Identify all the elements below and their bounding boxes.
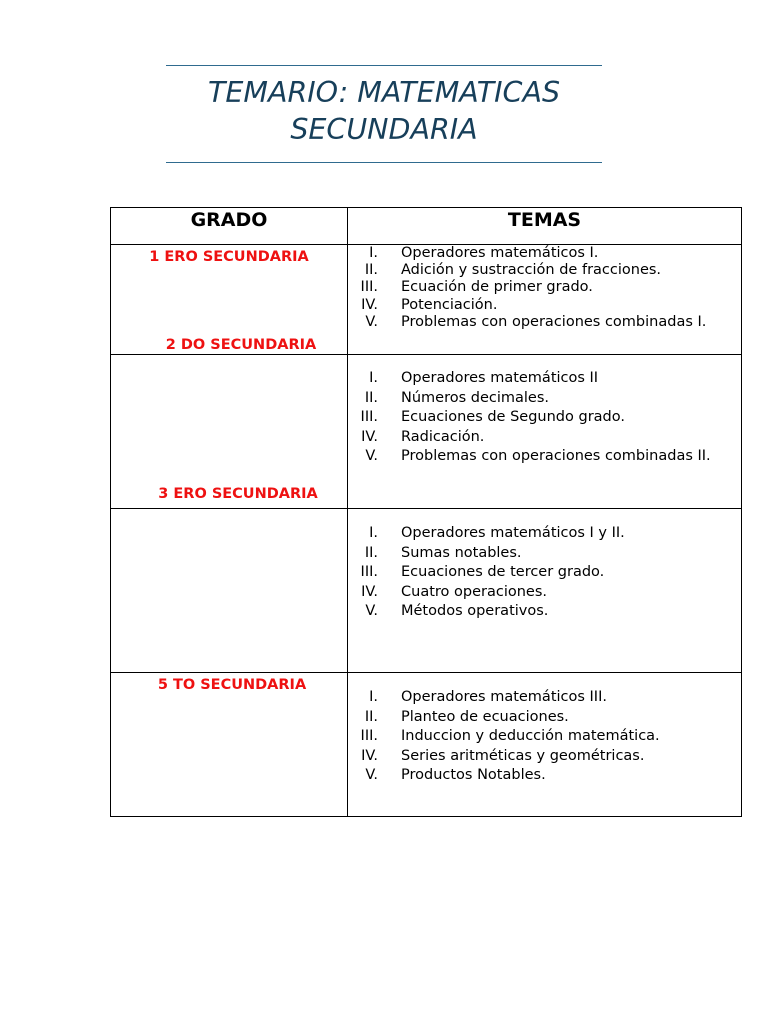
topics-list: [348, 245, 741, 331]
topic-number: II.: [364, 708, 378, 725]
topic-text: Operadores matemáticos I.: [401, 245, 599, 261]
topic-number: I.: [369, 689, 378, 705]
topic-number: III.: [360, 279, 378, 296]
topic-text: Induccion y deducción matemática.: [401, 728, 660, 744]
header-grado: [111, 208, 348, 245]
title-line-1: TEMARIO: MATEMATICAS: [207, 76, 561, 109]
topic-number: V.: [365, 603, 378, 619]
topic-item: [348, 563, 741, 583]
topic-text: Cuatro operaciones.: [401, 583, 547, 600]
topic-text: Adición y sustracción de fracciones.: [401, 262, 662, 279]
topic-item: [348, 245, 741, 262]
topic-item: [348, 297, 741, 314]
topic-number: V.: [365, 313, 378, 330]
topic-item: [348, 524, 741, 544]
grade-cell: [111, 486, 348, 673]
title-rule-top: [166, 65, 602, 66]
topic-number: II.: [364, 262, 378, 279]
topic-item: [348, 262, 741, 279]
topic-item: [348, 389, 741, 409]
table-header-row: [111, 208, 742, 245]
grade-label: 3 ERO SECUNDARIA: [158, 486, 318, 502]
topic-text: Radicación.: [401, 428, 485, 445]
header-temas: [348, 208, 742, 245]
grade-cell: [111, 673, 348, 817]
topics-cell: [348, 355, 742, 509]
topics-cell: [348, 245, 742, 355]
grade-label: 2 DO SECUNDARIA: [165, 337, 317, 353]
topic-text: Problemas con operaciones combinadas I.: [401, 313, 707, 330]
topic-text: Operadores matemáticos II: [401, 370, 599, 386]
topic-item: [348, 583, 741, 603]
title-rule-bottom: [166, 162, 602, 163]
topic-text: Potenciación.: [401, 296, 498, 313]
topics-cell: [348, 673, 742, 817]
topic-item: [348, 279, 741, 296]
topic-item: [348, 688, 741, 708]
topics-list: [348, 355, 741, 467]
table-row: [111, 673, 742, 817]
topic-item: [348, 766, 741, 786]
page-title: [166, 74, 602, 148]
grade-label: 5 TO SECUNDARIA: [157, 677, 307, 693]
topic-item: [348, 544, 741, 564]
topic-item: [348, 602, 741, 622]
topic-text: Sumas notables.: [401, 544, 522, 561]
topic-item: [348, 428, 741, 448]
topic-item: [348, 747, 741, 767]
syllabus-table: [110, 207, 742, 817]
topic-text: Series aritméticas y geométricas.: [401, 747, 645, 764]
topics-cell: [348, 509, 742, 673]
topic-text: Operadores matemáticos III.: [401, 689, 607, 705]
header-grado-label: GRADO: [190, 209, 268, 231]
topic-text: Ecuación de primer grado.: [401, 279, 593, 296]
grade-label: 1 ERO SECUNDARIA: [149, 249, 309, 265]
topic-number: I.: [369, 245, 378, 261]
topic-number: III.: [360, 728, 378, 744]
topic-item: [348, 369, 741, 389]
header-temas-label: TEMAS: [507, 209, 582, 231]
topic-item: [348, 727, 741, 747]
topic-number: IV.: [361, 296, 378, 313]
topic-item: [348, 447, 741, 467]
topic-number: I.: [369, 370, 378, 386]
topic-text: Planteo de ecuaciones.: [401, 708, 569, 725]
topic-text: Números decimales.: [401, 389, 550, 406]
topic-text: Métodos operativos.: [401, 603, 549, 619]
topic-text: Problemas con operaciones combinadas II.: [401, 448, 711, 464]
topic-number: II.: [364, 544, 378, 561]
topic-number: III.: [360, 409, 378, 425]
topic-number: II.: [364, 389, 378, 406]
title-line-2: SECUNDARIA: [290, 113, 478, 146]
topic-item: [348, 708, 741, 728]
topics-list: [348, 673, 741, 786]
topic-number: III.: [360, 564, 378, 580]
topic-text: Ecuaciones de Segundo grado.: [401, 409, 625, 425]
topic-text: Operadores matemáticos I y II.: [401, 525, 625, 541]
table-row: [111, 509, 742, 673]
topic-number: V.: [365, 767, 378, 783]
topic-number: IV.: [361, 583, 378, 600]
topic-item: [348, 314, 741, 331]
topic-number: V.: [365, 448, 378, 464]
topic-text: Ecuaciones de tercer grado.: [401, 564, 605, 580]
topic-number: IV.: [361, 747, 378, 764]
topic-number: I.: [369, 525, 378, 541]
topics-list: [348, 509, 741, 622]
topic-number: IV.: [361, 428, 378, 445]
topic-item: [348, 408, 741, 428]
topic-text: Productos Notables.: [401, 767, 546, 783]
